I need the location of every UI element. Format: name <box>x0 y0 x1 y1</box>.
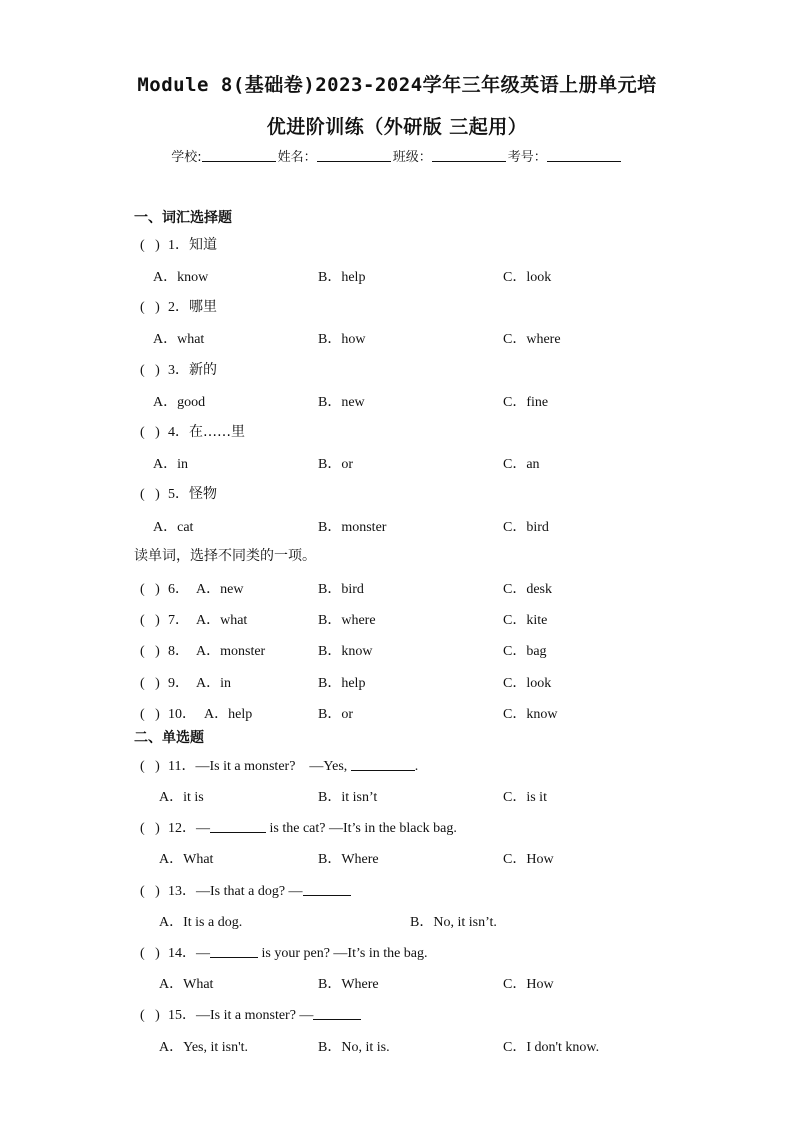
question-number: 9． <box>168 676 189 691</box>
question-stem-end: . <box>414 759 419 774</box>
question-stem-end: is your pen? —It’s in the bag. <box>258 946 428 961</box>
name-blank[interactable] <box>317 149 391 162</box>
option-a: A．What <box>159 852 214 867</box>
question-stem-start: —Is it a monster? — <box>196 1008 314 1023</box>
question-number: 1． <box>168 238 189 253</box>
question-stem-start: — <box>196 946 210 961</box>
option-a: A．new <box>196 582 244 597</box>
option-c: C．fine <box>503 395 549 410</box>
option-a: A．what <box>196 613 248 628</box>
name-label: 姓名： <box>277 150 317 165</box>
answer-paren[interactable]: ( ) <box>140 821 160 836</box>
option-b: B．Where <box>318 852 379 867</box>
answer-paren[interactable]: ( ) <box>140 613 160 628</box>
question-9 <box>140 672 189 692</box>
option-a: A．help <box>204 707 253 722</box>
answer-paren[interactable]: ( ) <box>140 644 160 659</box>
section-1-heading: 一、词汇选择题 <box>134 210 232 226</box>
option-a: A．know <box>153 270 209 285</box>
option-b: B．bird <box>318 582 364 597</box>
option-c: C．bag <box>503 644 547 659</box>
option-b: B．know <box>318 644 373 659</box>
question-number: 5． <box>168 487 189 502</box>
question-7 <box>140 609 189 629</box>
option-a: A．in <box>153 457 188 472</box>
option-c: C．look <box>503 270 552 285</box>
document-title-line-1: Module 8(基础卷)2023-2024学年三年级英语上册单元培 <box>137 74 657 96</box>
answer-blank[interactable] <box>210 945 258 958</box>
option-c: C．desk <box>503 582 552 597</box>
option-a: A．cat <box>153 520 194 535</box>
question-6 <box>140 578 189 598</box>
question-stem-start: —Is it a monster? —Yes, <box>195 759 351 774</box>
answer-paren[interactable]: ( ) <box>140 884 160 899</box>
question-stem: 哪里 <box>189 299 217 315</box>
option-b: B．new <box>318 395 365 410</box>
question-number: 6． <box>168 582 189 597</box>
option-a: A．what <box>153 332 205 347</box>
option-b: B．or <box>318 707 353 722</box>
question-3 <box>140 359 217 379</box>
option-a: A．good <box>153 395 206 410</box>
question-stem-start: —Is that a dog? — <box>196 884 303 899</box>
question-15 <box>140 1004 361 1024</box>
option-a: A．Yes, it isn't. <box>159 1040 249 1055</box>
question-stem-end: is the cat? —It’s in the black bag. <box>266 821 457 836</box>
answer-paren[interactable]: ( ) <box>140 946 160 961</box>
question-stem: 在……里 <box>189 424 245 440</box>
answer-paren[interactable]: ( ) <box>140 707 160 722</box>
option-b: B．it isn’t <box>318 790 378 805</box>
answer-blank[interactable] <box>313 1007 361 1020</box>
option-b: B．help <box>318 270 366 285</box>
option-a: A．monster <box>196 644 266 659</box>
answer-paren[interactable]: ( ) <box>140 582 160 597</box>
answer-paren[interactable]: ( ) <box>140 363 160 378</box>
answer-paren[interactable]: ( ) <box>140 300 160 315</box>
student-info-line <box>0 146 794 165</box>
answer-paren[interactable]: ( ) <box>140 425 160 440</box>
class-blank[interactable] <box>432 149 506 162</box>
question-1 <box>140 234 217 254</box>
question-number: 7． <box>168 613 189 628</box>
question-number: 8． <box>168 644 189 659</box>
option-c: C．look <box>503 676 552 691</box>
question-number: 14． <box>168 946 196 961</box>
question-8 <box>140 640 189 660</box>
question-number: 13． <box>168 884 196 899</box>
answer-paren[interactable]: ( ) <box>140 676 160 691</box>
question-13 <box>140 880 351 900</box>
option-c: C．is it <box>503 790 547 805</box>
question-10 <box>140 703 196 723</box>
question-5 <box>140 483 217 503</box>
answer-paren[interactable]: ( ) <box>140 487 160 502</box>
school-label: 学校: <box>171 150 202 165</box>
question-number: 12． <box>168 821 196 836</box>
answer-blank[interactable] <box>303 883 351 896</box>
question-stem: 新的 <box>189 362 217 378</box>
question-11 <box>140 755 418 775</box>
option-c: C．an <box>503 457 540 472</box>
option-c: C．How <box>503 977 554 992</box>
section-2-heading: 二、单选题 <box>134 730 204 746</box>
number-label: 考号： <box>507 150 547 165</box>
option-b: B．or <box>318 457 353 472</box>
question-4 <box>140 421 245 441</box>
question-number: 15． <box>168 1008 196 1023</box>
option-b: B．where <box>318 613 376 628</box>
option-b: B．how <box>318 332 366 347</box>
option-b: B．help <box>318 676 366 691</box>
option-b: B．No, it isn’t. <box>410 915 497 930</box>
question-stem: 怪物 <box>189 486 217 502</box>
option-c: C．I don't know. <box>503 1040 600 1055</box>
document-title-line-2: 优进阶训练（外研版 三起用） <box>266 116 528 138</box>
option-c: C．kite <box>503 613 548 628</box>
option-b: B．monster <box>318 520 387 535</box>
option-a: A．It is a dog. <box>159 915 243 930</box>
question-stem-start: — <box>196 821 210 836</box>
question-2 <box>140 296 217 316</box>
answer-blank[interactable] <box>210 820 266 833</box>
question-number: 3． <box>168 363 189 378</box>
option-a: A．What <box>159 977 214 992</box>
answer-paren[interactable]: ( ) <box>140 759 160 774</box>
odd-one-out-instruction: 读单词，选择不同类的一项。 <box>134 548 316 564</box>
class-label: 班级： <box>392 150 432 165</box>
question-number: 10． <box>168 707 196 722</box>
option-a: A．in <box>196 676 231 691</box>
option-b: B．No, it is. <box>318 1040 390 1055</box>
option-c: C．where <box>503 332 561 347</box>
option-b: B．Where <box>318 977 379 992</box>
question-number: 2． <box>168 300 189 315</box>
option-c: C．know <box>503 707 558 722</box>
question-stem: 知道 <box>189 237 217 253</box>
answer-paren[interactable]: ( ) <box>140 238 160 253</box>
answer-paren[interactable]: ( ) <box>140 1008 160 1023</box>
option-c: C．How <box>503 852 554 867</box>
school-blank[interactable] <box>202 149 276 162</box>
question-number: 4． <box>168 425 189 440</box>
question-12 <box>140 817 457 837</box>
option-c: C．bird <box>503 520 549 535</box>
number-blank[interactable] <box>547 149 621 162</box>
answer-blank[interactable] <box>351 758 415 771</box>
question-14 <box>140 942 428 962</box>
option-a: A．it is <box>159 790 204 805</box>
question-number: 11． <box>168 759 196 774</box>
